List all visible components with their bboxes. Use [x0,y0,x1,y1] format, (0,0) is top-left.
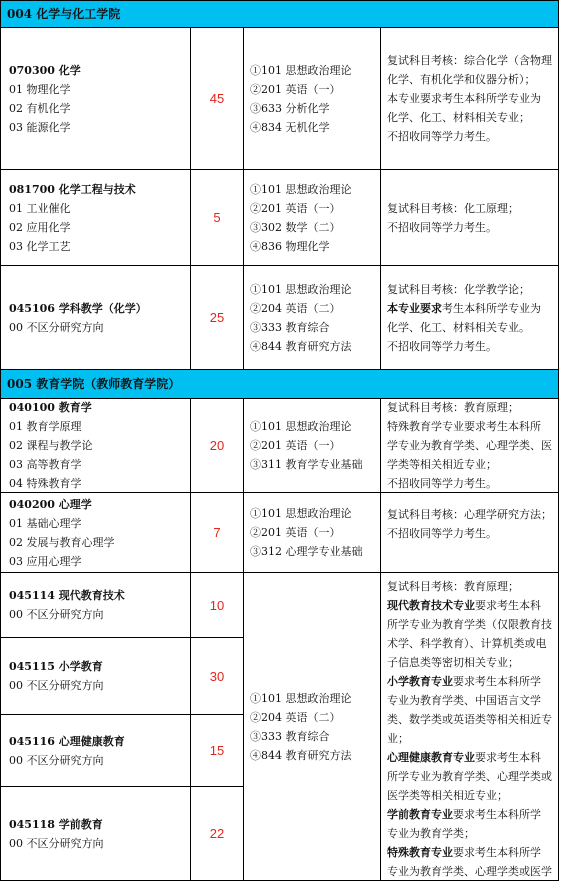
note-line: 复试科目考核：综合化学（含物理 [387,54,552,67]
notes-cell [380,169,559,266]
note-line [387,299,554,318]
note-line: 复试科目考核：化学教学论； [387,282,530,296]
major-cell [0,492,191,573]
direction-item: 00 不区分研究方向 [9,320,104,334]
enrollment-cell [190,786,244,881]
note-bold-lead: 学前教育专业 [387,808,453,821]
direction-item: 01 工业催化 [9,201,71,215]
note-line: 不招收同等学力考生。 [387,339,497,353]
note-line [387,577,554,596]
note-line: 学类等相关相近专业； [387,458,497,471]
enrollment-count: 25 [209,310,225,325]
note-text: 要求考生本科所学 [453,675,541,688]
exam-cell [243,265,381,370]
note-text: 子信息类等密切相关专业； [387,656,519,669]
enrollment-cell [190,714,244,787]
note-bold-lead: 本专业要求 [387,301,442,315]
note-line: 复试科目考核：心理学研究方法； [387,508,552,521]
enrollment-count: 45 [209,91,225,106]
note-text: 专业为教育学类； [387,827,475,840]
direction-item: 02 发展与教育心理学 [9,535,115,549]
section-header-004 [0,0,559,28]
exam-cell [243,398,381,493]
shared-exam-cell [243,572,381,881]
enrollment-count: 30 [209,668,225,684]
note-line: 复试科目考核：教育原理； [387,401,519,414]
note-line: 不招收同等学力考生。 [387,477,497,490]
note-text: 术学、科学教育）、计算机类或电 [387,637,547,650]
exam-subject: ①101 思想政治理论 [250,182,352,196]
enrollment-cell [190,398,244,493]
enrollment-cell [190,169,244,266]
major-title: 045106 学科教学（化学） [9,301,147,315]
note-text: 要求考生本科所学 [453,808,541,821]
major-title: 070300 化学 [9,63,81,77]
exam-subject: ②201 英语（一） [250,526,341,539]
notes-cell [380,27,559,170]
enrollment-cell [190,492,244,573]
direction-item: 00 不区分研究方向 [9,836,104,850]
note-line [387,786,554,805]
note-line: 化学、化工、材料相关专业； [387,111,530,124]
note-text: 专业为教育学类、心理学类或医学 [387,865,552,878]
enrollment-count: 5 [213,210,221,225]
major-cell [0,572,191,638]
note-line: 不招收同等学力考生。 [387,220,497,234]
note-line [387,691,554,710]
note-bold-lead: 小学教育专业 [387,675,453,688]
enrollment-count: 10 [209,597,225,613]
note-line [387,596,554,615]
major-title: 040200 心理学 [9,497,92,511]
note-text: 类、数学类或英语类等相关相近专 [387,713,552,726]
note-line [387,767,554,786]
notes-cell [380,265,559,370]
exam-subject: ①101 思想政治理论 [250,282,352,296]
major-title: 045118 学前教育 [9,817,103,831]
major-cell [0,786,191,881]
exam-cell [243,27,381,170]
major-cell [0,265,191,370]
exam-subject: ④844 教育研究方法 [250,748,352,762]
exam-subject: ④834 无机化学 [250,120,330,134]
note-text: 要求考生本科 [475,751,541,764]
direction-item: 01 基础心理学 [9,516,82,530]
exam-subject: ①101 思想政治理论 [250,507,352,520]
note-line [387,634,554,653]
major-cell [0,169,191,266]
notes-cell [380,492,559,573]
note-text: 考生本科所学专业为 [442,301,541,315]
note-line: 特殊教育学专业要求考生本科所 [387,420,541,433]
exam-subject: ①101 思想政治理论 [250,63,352,77]
exam-subject: ③633 分析化学 [250,101,330,115]
exam-subject: ①101 思想政治理论 [250,691,352,705]
exam-subject: ②201 英语（一） [250,439,341,452]
exam-subject: ②201 英语（一） [250,201,341,215]
note-bold-lead: 心理健康教育专业 [387,751,475,764]
exam-subject: ③333 教育综合 [250,729,330,743]
direction-item: 00 不区分研究方向 [9,608,104,621]
exam-subject: ②201 英语（一） [250,82,341,96]
note-line: 不招收同等学力考生。 [387,527,497,540]
exam-subject: ③311 教育学专业基础 [250,458,363,471]
enrollment-count: 22 [209,826,225,841]
enrollment-count: 20 [209,438,225,453]
exam-subject: ③302 数学（二） [250,220,341,234]
note-line [387,615,554,634]
note-line: 不招收同等学力考生。 [387,130,497,143]
exam-cell [243,169,381,266]
enrollment-cell [190,572,244,638]
note-line [387,748,554,767]
direction-item: 03 能源化学 [9,120,71,134]
direction-item: 00 不区分研究方向 [9,753,104,767]
note-line [387,729,554,748]
note-line: 本专业要求考生本科所学专业为 [387,92,541,105]
note-text: 专业为教育学类、中国语言文学 [387,694,541,707]
enrollment-cell [190,27,244,170]
note-line [387,672,554,691]
shared-notes-cell [380,572,559,881]
enrollment-count: 7 [213,525,221,540]
exam-subject: ③312 心理学专业基础 [250,545,363,558]
section-title: 004 化学与化工学院 [7,7,121,21]
direction-item: 02 有机化学 [9,101,71,115]
note-line [387,862,554,881]
note-line [387,653,554,672]
note-text: 业； [387,732,409,745]
major-cell [0,27,191,170]
note-line: 学专业为教育学类、心理学类、医 [387,439,552,452]
exam-subject: ③333 教育综合 [250,320,330,334]
exam-cell [243,492,381,573]
note-text: 所学专业为教育学类、心理学类或 [387,770,552,783]
section-header-005 [0,369,559,399]
direction-item: 03 高等教育学 [9,458,82,471]
exam-subject: ②204 英语（二） [250,710,341,724]
note-bold-lead: 现代教育技术专业 [387,599,475,612]
direction-item: 01 物理化学 [9,82,71,96]
direction-item: 00 不区分研究方向 [9,679,104,692]
note-text: 医学类等相关相近专业； [387,789,508,802]
direction-item: 01 教育学原理 [9,420,82,433]
note-line [387,805,554,824]
note-line [387,824,554,843]
notes-cell [380,398,559,493]
note-bold-lead: 特殊教育专业 [387,846,453,859]
enrollment-cell [190,637,244,715]
major-title: 045114 现代教育技术 [9,589,125,602]
major-cell [0,714,191,787]
section-title: 005 教育学院（教师教育学院） [7,377,181,391]
note-text: 所学专业为教育学类（仅限教育技 [387,618,552,631]
note-line: 化学、化工、材料相关专业。 [387,320,530,334]
note-line [387,710,554,729]
major-cell [0,637,191,715]
major-title: 040100 教育学 [9,401,92,414]
direction-item: 02 课程与教学论 [9,439,93,452]
exam-subject: ④844 教育研究方法 [250,339,352,353]
note-text: 要求考生本科 [475,599,541,612]
direction-item: 03 应用心理学 [9,554,82,568]
direction-item: 04 特殊教育学 [9,477,82,490]
note-line: 复试科目考核：化工原理； [387,201,519,215]
note-text: 要求考生本科所学 [453,846,541,859]
direction-item: 03 化学工艺 [9,239,71,253]
direction-item: 02 应用化学 [9,220,71,234]
note-text: 复试科目考核：教育原理； [387,580,519,593]
exam-subject: ②204 英语（二） [250,301,341,315]
note-line [387,843,554,862]
major-title: 081700 化学工程与技术 [9,182,136,196]
major-title: 045115 小学教育 [9,660,103,673]
exam-subject: ①101 思想政治理论 [250,420,352,433]
enrollment-count: 15 [209,743,225,758]
exam-subject: ④836 物理化学 [250,239,330,253]
major-cell [0,398,191,493]
note-line: 化学、有机化学和仪器分析）； [387,73,536,86]
major-title: 045116 心理健康教育 [9,734,125,748]
enrollment-cell [190,265,244,370]
